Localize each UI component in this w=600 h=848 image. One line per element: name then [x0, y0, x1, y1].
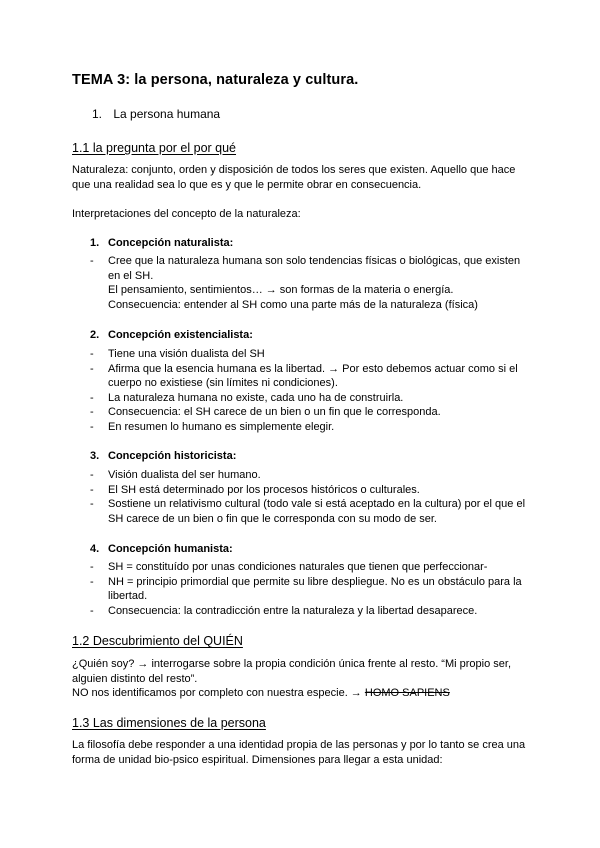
- conception-title: Concepción humanista:: [108, 543, 233, 555]
- list-item-text: En resumen lo humano es simplemente elegir.: [108, 420, 335, 433]
- conception-number: 4.: [90, 543, 100, 555]
- list-item-text: Sostiene un relativismo cultural (todo vale si está aceptado en la cultura) por el que el SH carece de un bien o fin que le corresponda con su modo de ser.: [108, 498, 526, 525]
- dash-marker: -: [90, 391, 94, 404]
- list-item-text: SH = constituído por unas condiciones naturales que tienen que perfeccionar-: [108, 561, 488, 573]
- conception-list-humanista: [90, 560, 526, 618]
- dash-marker: -: [90, 420, 94, 433]
- conception-number: 3.: [90, 450, 100, 462]
- dash-marker: -: [90, 561, 94, 573]
- quien-paragraph: [72, 657, 532, 701]
- list-item-text: NH = principio primordial que permite su libre despliegue. No es un obstáculo para la libertad.: [108, 575, 522, 602]
- list-item: [90, 497, 526, 526]
- list-item: [90, 420, 526, 435]
- numbered-heading-number: 1.: [92, 107, 103, 121]
- list-item-continuation: El pensamiento, sentimientos… → son formas de la materia o energía.: [108, 284, 454, 296]
- dash-marker: -: [90, 469, 94, 481]
- list-item: [90, 391, 526, 406]
- naturaleza-definition: Naturaleza: conjunto, orden y disposición de todos los seres que existen. Aquello que hace que una realidad sea lo que es y que le permite obrar en consecuencia.: [72, 164, 516, 191]
- list-item: [90, 604, 526, 619]
- list-item: [90, 468, 526, 483]
- list-item: [90, 405, 526, 420]
- list-item-text: Visión dualista del ser humano.: [108, 469, 261, 481]
- dash-marker: -: [90, 362, 94, 375]
- list-item: [90, 483, 526, 498]
- dash-marker: -: [90, 348, 94, 360]
- list-item: [90, 575, 526, 604]
- conception-heading-historicista: [90, 450, 236, 462]
- conception-title: Concepción historicista:: [108, 450, 237, 462]
- conception-list-historicista: [90, 468, 526, 526]
- conception-heading-humanista: [90, 543, 233, 555]
- conception-list-naturalista: [90, 254, 526, 312]
- quien-line: ¿Quién soy? → interrogarse sobre la propia condición única frente al resto. “Mi propio ser, alguien distinto del resto”.: [72, 658, 511, 685]
- list-item-text: La naturaleza humana no existe, cada uno ha de construirla.: [108, 391, 404, 404]
- list-item-continuation: Consecuencia: entender al SH como una parte más de la naturaleza (física): [108, 298, 478, 311]
- conception-heading-existencialista: [90, 329, 253, 341]
- list-item-text: Consecuencia: el SH carece de un bien o un fin que le corresponda.: [108, 406, 441, 418]
- section-heading-1-1: 1.1 la pregunta por el por qué: [72, 141, 237, 155]
- numbered-heading: [92, 107, 220, 121]
- dash-marker: -: [90, 483, 94, 496]
- conception-heading-naturalista: [90, 237, 233, 249]
- section-heading-1-3: 1.3 Las dimensiones de la persona: [72, 716, 266, 730]
- dash-marker: -: [90, 575, 94, 588]
- dash-marker: -: [90, 604, 94, 617]
- list-item-text: El SH está determinado por los procesos históricos o culturales.: [108, 483, 420, 496]
- conception-list-existencialista: [90, 347, 526, 434]
- list-item: [90, 347, 526, 362]
- conception-title: Concepción existencialista:: [108, 329, 253, 341]
- conception-number: 2.: [90, 329, 100, 341]
- dash-marker: -: [90, 498, 94, 510]
- list-item-text: Tiene una visión dualista del SH: [108, 348, 265, 360]
- list-item-text: Cree que la naturaleza humana son solo tendencias físicas o biológicas, que existen en el SH.: [108, 255, 521, 282]
- list-item: [90, 254, 526, 312]
- conception-title: Concepción naturalista:: [108, 237, 234, 249]
- dimensiones-paragraph: La filosofía debe responder a una identidad propia de las personas y por lo tanto se crea una forma de unidad bio-psico espiritual. Dimensiones para llegar a esta unidad:: [72, 739, 526, 766]
- list-item-text: Consecuencia: la contradicción entre la naturaleza y la libertad desaparece.: [108, 604, 478, 617]
- homo-sapiens-strike: HOMO SAPIENS: [364, 687, 450, 699]
- dash-marker: -: [90, 406, 94, 418]
- numbered-heading-label: La persona humana: [113, 107, 221, 121]
- document-title: TEMA 3: la persona, naturaleza y cultura.: [72, 72, 359, 88]
- list-item: [90, 560, 526, 575]
- interpretations-intro: Interpretaciones del concepto de la naturaleza:: [72, 208, 301, 220]
- section-heading-1-2: 1.2 Descubrimiento del QUIÉN: [72, 634, 243, 648]
- quien-line-2: NO nos identificamos por completo con nuestra especie. →: [72, 687, 365, 699]
- conception-number: 1.: [90, 237, 100, 249]
- dash-marker: -: [90, 255, 94, 267]
- list-item-text: Afirma que la esencia humana es la libertad. → Por esto debemos actuar como si el cuerpo no existiese (sin límites ni condiciones).: [108, 362, 518, 389]
- list-item: [90, 362, 526, 391]
